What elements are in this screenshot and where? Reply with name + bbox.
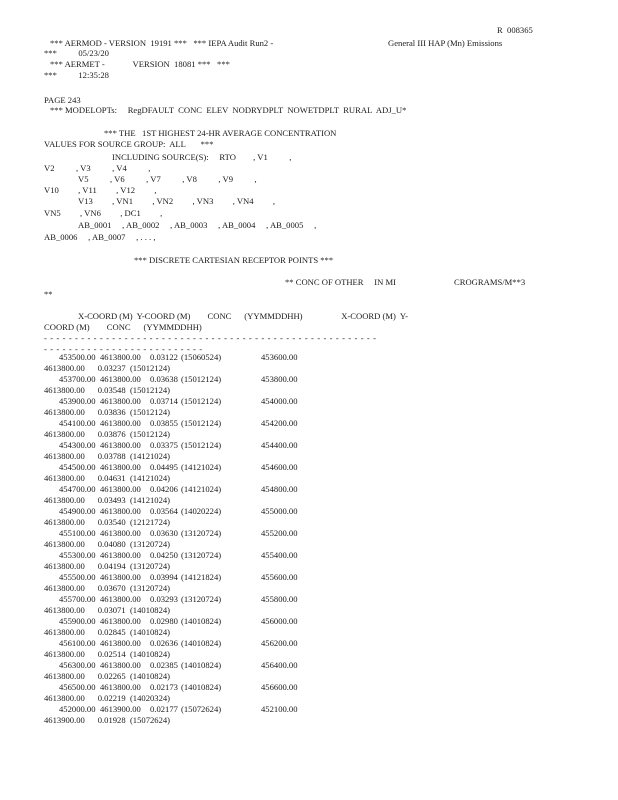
sources-line-3: V5 , V6 , V7 , V8 , V9 , [78, 174, 257, 184]
date: (13120724) [181, 528, 222, 538]
table-row [44, 506, 604, 517]
conc: 0.02385 [150, 660, 178, 670]
table-row-continuation [44, 495, 604, 506]
date: (15072624) [181, 704, 222, 714]
table-row [44, 704, 604, 715]
y-coord-conc-date-2: 4613800.00 0.03836 (15012124) [44, 407, 171, 417]
y-coord: 4613800.00 [100, 594, 141, 604]
y-coord-conc-date-2: 4613800.00 0.03493 (14121024) [44, 495, 171, 505]
x-coord-2: 453800.00 [261, 374, 298, 384]
y-coord: 4613800.00 [100, 374, 141, 384]
table-row [44, 660, 604, 671]
table-row-continuation [44, 363, 604, 374]
column-header-2: COORD (M) CONC (YYMMDDHH) [44, 322, 202, 332]
table-row [44, 374, 604, 385]
source-group-line: VALUES FOR SOURCE GROUP: ALL *** [44, 139, 214, 149]
conc: 0.03714 [150, 396, 178, 406]
aermet-version-line: *** AERMET - VERSION 18081 *** *** [50, 59, 230, 69]
x-coord-2: 455600.00 [261, 572, 298, 582]
y-coord-conc-date-2: 4613800.00 0.02219 (14020324) [44, 693, 171, 703]
table-row [44, 396, 604, 407]
run-title: General III HAP (Mn) Emissions [388, 38, 503, 48]
table-row-continuation [44, 385, 604, 396]
table-row [44, 418, 604, 429]
y-coord: 4613800.00 [100, 572, 141, 582]
x-coord-2: 454200.00 [261, 418, 298, 428]
x-coord: 453500.00 [59, 352, 96, 362]
x-coord-2: 456400.00 [261, 660, 298, 670]
run-date-line: *** 05/23/20 [44, 48, 109, 58]
x-coord: 452000.00 [59, 704, 96, 714]
y-coord: 4613800.00 [100, 440, 141, 450]
date: (14020224) [181, 506, 222, 516]
sources-line-2: V2 , V3 , V4 , [44, 163, 151, 173]
conc: 0.04206 [150, 484, 178, 494]
x-coord-2: 454600.00 [261, 462, 298, 472]
y-coord: 4613800.00 [100, 660, 141, 670]
date: (14121024) [181, 484, 222, 494]
table-row-continuation [44, 429, 604, 440]
x-coord: 454100.00 [59, 418, 96, 428]
table-row-continuation [44, 473, 604, 484]
y-coord-conc-date-2: 4613800.00 0.03876 (15012124) [44, 429, 171, 439]
x-coord: 455900.00 [59, 616, 96, 626]
y-coord: 4613800.00 [100, 352, 141, 362]
sources-line-4: V10 , V11 , V12 , [44, 185, 157, 195]
conc: 0.03630 [150, 528, 178, 538]
y-coord-conc-date-2: 4613800.00 0.03237 (15012124) [44, 363, 171, 373]
date: (14010824) [181, 682, 222, 692]
table-row-continuation [44, 451, 604, 462]
conc: 0.02173 [150, 682, 178, 692]
y-coord: 4613900.00 [100, 704, 141, 714]
date: (15012124) [181, 374, 222, 384]
x-coord-2: 455000.00 [261, 506, 298, 516]
date: (14121024) [181, 462, 222, 472]
x-coord-2: 456600.00 [261, 682, 298, 692]
sources-line-8: AB_0006 , AB_0007 , . . . , [44, 232, 156, 242]
y-coord-conc-date-2: 4613800.00 0.02514 (14010824) [44, 649, 171, 659]
table-row-continuation [44, 715, 604, 726]
y-coord-conc-date-2: 4613800.00 0.04631 (14121024) [44, 473, 171, 483]
x-coord: 456300.00 [59, 660, 96, 670]
y-coord: 4613800.00 [100, 506, 141, 516]
table-row [44, 572, 604, 583]
y-coord: 4613800.00 [100, 550, 141, 560]
x-coord: 456100.00 [59, 638, 96, 648]
date: (14010824) [181, 638, 222, 648]
conc: 0.02177 [150, 704, 178, 714]
table-row-continuation [44, 649, 604, 660]
y-coord-conc-date-2: 4613800.00 0.03540 (12121724) [44, 517, 171, 527]
conc: 0.03564 [150, 506, 178, 516]
sources-line-7: AB_0001 , AB_0002 , AB_0003 , AB_0004 , AB_0005 , [78, 220, 317, 230]
y-coord-conc-date-2: 4613800.00 0.03548 (15012124) [44, 385, 171, 395]
y-coord: 4613800.00 [100, 462, 141, 472]
x-coord-2: 455800.00 [261, 594, 298, 604]
model-options: *** MODELOPTs: RegDFAULT CONC ELEV NODRYDPLT NOWETDPLT RURAL ADJ_U* [50, 105, 407, 115]
bates-number: R 008365 [497, 25, 533, 35]
table-row-continuation [44, 693, 604, 704]
y-coord: 4613800.00 [100, 396, 141, 406]
page-number: PAGE 243 [44, 95, 81, 105]
receptor-table [44, 352, 604, 726]
conc: 0.03855 [150, 418, 178, 428]
y-coord: 4613800.00 [100, 528, 141, 538]
table-row-continuation [44, 671, 604, 682]
x-coord: 456500.00 [59, 682, 96, 692]
x-coord: 454700.00 [59, 484, 96, 494]
y-coord: 4613800.00 [100, 638, 141, 648]
section-title-receptors: *** DISCRETE CARTESIAN RECEPTOR POINTS *** [134, 255, 334, 265]
x-coord-2: 453600.00 [261, 352, 298, 362]
table-row [44, 550, 604, 561]
table-row [44, 352, 604, 363]
table-row-continuation [44, 517, 604, 528]
y-coord-conc-date-2: 4613800.00 0.02265 (14010824) [44, 671, 171, 681]
x-coord: 455700.00 [59, 594, 96, 604]
units-line-end: ** [44, 289, 53, 299]
table-row-continuation [44, 539, 604, 550]
date: (15012124) [181, 440, 222, 450]
sources-line-6: VN5 , VN6 , DC1 , [44, 208, 163, 218]
date: (14010824) [181, 616, 222, 626]
conc: 0.03638 [150, 374, 178, 384]
aermod-version-line: *** AERMOD - VERSION 19191 *** *** IEPA Audit Run2 - [50, 38, 274, 48]
x-coord: 455300.00 [59, 550, 96, 560]
run-time-line: *** 12:35:28 [44, 70, 109, 80]
table-row [44, 484, 604, 495]
y-coord-conc-date-2: 4613800.00 0.02845 (14010824) [44, 627, 171, 637]
table-row [44, 682, 604, 693]
date: (13120724) [181, 594, 222, 604]
x-coord: 453900.00 [59, 396, 96, 406]
conc: 0.03994 [150, 572, 178, 582]
y-coord: 4613800.00 [100, 484, 141, 494]
sources-line-5: V13 , VN1 , VN2 , VN3 , VN4 , [78, 196, 276, 206]
y-coord-conc-date-2: 4613800.00 0.03071 (14010824) [44, 605, 171, 615]
x-coord: 454500.00 [59, 462, 96, 472]
conc: 0.03293 [150, 594, 178, 604]
y-coord: 4613800.00 [100, 418, 141, 428]
x-coord-2: 456200.00 [261, 638, 298, 648]
x-coord: 454900.00 [59, 506, 96, 516]
x-coord-2: 454400.00 [261, 440, 298, 450]
y-coord: 4613800.00 [100, 616, 141, 626]
conc: 0.03122 [150, 352, 178, 362]
date: (14121824) [181, 572, 222, 582]
x-coord: 455100.00 [59, 528, 96, 538]
y-coord-conc-date-2: 4613800.00 0.03670 (13120724) [44, 583, 171, 593]
x-coord-2: 452100.00 [261, 704, 298, 714]
x-coord: 455500.00 [59, 572, 96, 582]
x-coord-2: 456000.00 [261, 616, 298, 626]
date: (15012124) [181, 418, 222, 428]
table-row-continuation [44, 627, 604, 638]
y-coord: 4613800.00 [100, 682, 141, 692]
x-coord-2: 454000.00 [261, 396, 298, 406]
y-coord-conc-date-2: 4613800.00 0.03788 (14121024) [44, 451, 171, 461]
x-coord: 454300.00 [59, 440, 96, 450]
date: (15012124) [181, 396, 222, 406]
sources-line-1: INCLUDING SOURCE(S): RTO , V1 , [112, 152, 292, 162]
y-coord-conc-date-2: 4613900.00 0.01928 (15072624) [44, 715, 171, 725]
conc: 0.02980 [150, 616, 178, 626]
table-row [44, 528, 604, 539]
table-row-continuation [44, 605, 604, 616]
date: (15060524) [181, 352, 222, 362]
separator-line-2: - - - - - - - - - - - - - - - - - - - - - - - - - - [44, 344, 203, 354]
conc: 0.03375 [150, 440, 178, 450]
conc-units-line: ** CONC OF OTHER IN MI CROGRAMS/M**3 [285, 277, 526, 287]
x-coord-2: 454800.00 [261, 484, 298, 494]
y-coord-conc-date-2: 4613800.00 0.04194 (13120724) [44, 561, 171, 571]
conc: 0.04250 [150, 550, 178, 560]
section-title-highest: *** THE 1ST HIGHEST 24-HR AVERAGE CONCENTRATION [104, 128, 337, 138]
table-row [44, 462, 604, 473]
x-coord-2: 455200.00 [261, 528, 298, 538]
table-row-continuation [44, 407, 604, 418]
date: (14010824) [181, 660, 222, 670]
column-header-1: X-COORD (M) Y-COORD (M) CONC (YYMMDDHH) X-COORD (M) Y- [78, 311, 408, 321]
conc: 0.02636 [150, 638, 178, 648]
table-row [44, 594, 604, 605]
table-row [44, 638, 604, 649]
separator-line-1: - - - - - - - - - - - - - - - - - - - - - - - - - - - - - - - - - - - - - - - - - - - - - - - - - - - - - - [44, 333, 377, 343]
conc: 0.04495 [150, 462, 178, 472]
x-coord-2: 455400.00 [261, 550, 298, 560]
date: (13120724) [181, 550, 222, 560]
x-coord: 453700.00 [59, 374, 96, 384]
y-coord-conc-date-2: 4613800.00 0.04080 (13120724) [44, 539, 171, 549]
table-row [44, 616, 604, 627]
table-row-continuation [44, 583, 604, 594]
table-row-continuation [44, 561, 604, 572]
table-row [44, 440, 604, 451]
